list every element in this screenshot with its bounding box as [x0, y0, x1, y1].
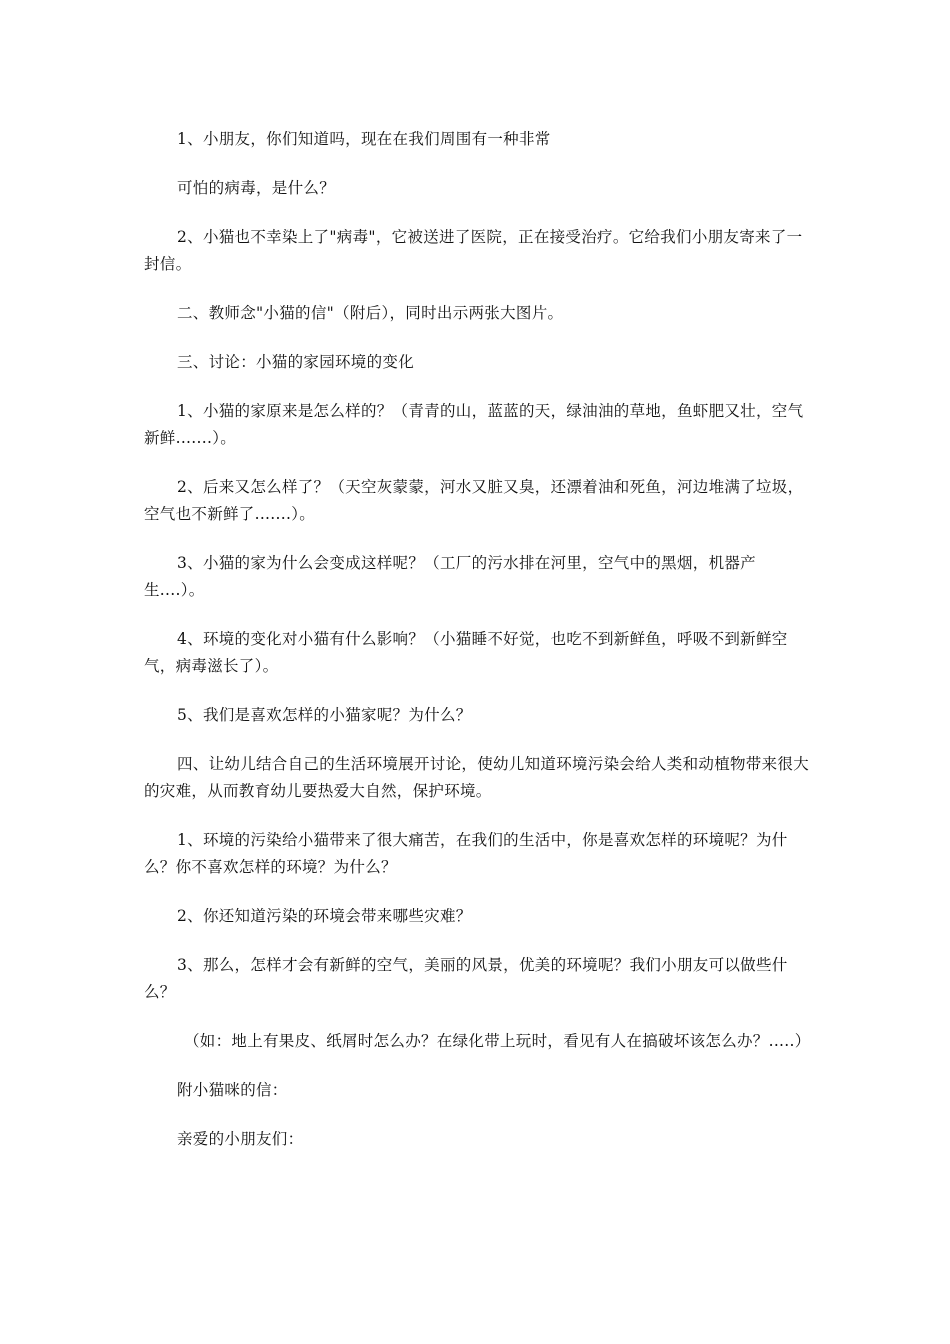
paragraph: 亲爱的小朋友们：	[177, 1130, 304, 1148]
paragraph: 二、教师念"小猫的信"（附后），同时出示两张大图片。	[177, 304, 564, 322]
paragraph: 1、小猫的家原来是怎么样的？（青青的山，蓝蓝的天，绿油油的草地，鱼虾肥又壮，空气新鲜.......）。	[144, 402, 804, 447]
paragraph: 1、环境的污染给小猫带来了很大痛苦，在我们的生活中，你是喜欢怎样的环境呢？为什么？你不喜欢怎样的环境？为什么？	[144, 831, 788, 876]
paragraph: 5、我们是喜欢怎样的小猫家呢？为什么？	[177, 706, 472, 724]
paragraph: 2、后来又怎么样了？（天空灰蒙蒙，河水又脏又臭，还漂着油和死鱼，河边堆满了垃圾，空气也不新鲜了.......）。	[144, 478, 804, 523]
paragraph: 附小猫咪的信：	[177, 1081, 288, 1099]
paragraph: 3、小猫的家为什么会变成这样呢？（工厂的污水排在河里，空气中的黑烟，机器产生....）。	[144, 554, 756, 599]
paragraph: （如：地上有果皮、纸屑时怎么办？在绿化带上玩时，看见有人在搞破坏该怎么办？.....）	[184, 1032, 811, 1050]
paragraph: 四、让幼儿结合自己的生活环境展开讨论，使幼儿知道环境污染会给人类和动植物带来很大的灾难，从而教育幼儿要热爱大自然，保护环境。	[144, 755, 810, 800]
paragraph: 2、你还知道污染的环境会带来哪些灾难？	[177, 907, 472, 925]
paragraph: 三、讨论：小猫的家园环境的变化	[177, 353, 415, 371]
paragraph: 2、小猫也不幸染上了"病毒"，它被送进了医院，正在接受治疗。它给我们小朋友寄来了一封信。	[144, 228, 803, 273]
document-body	[144, 126, 812, 1175]
paragraph: 4、环境的变化对小猫有什么影响？（小猫睡不好觉，也吃不到新鲜鱼，呼吸不到新鲜空气，病毒滋长了）。	[144, 630, 788, 675]
paragraph: 3、那么，怎样才会有新鲜的空气，美丽的风景，优美的环境呢？我们小朋友可以做些什么？	[144, 956, 788, 1001]
paragraph: 1、小朋友，你们知道吗，现在在我们周围有一种非常	[177, 130, 551, 148]
paragraph: 可怕的病毒，是什么？	[177, 179, 336, 197]
